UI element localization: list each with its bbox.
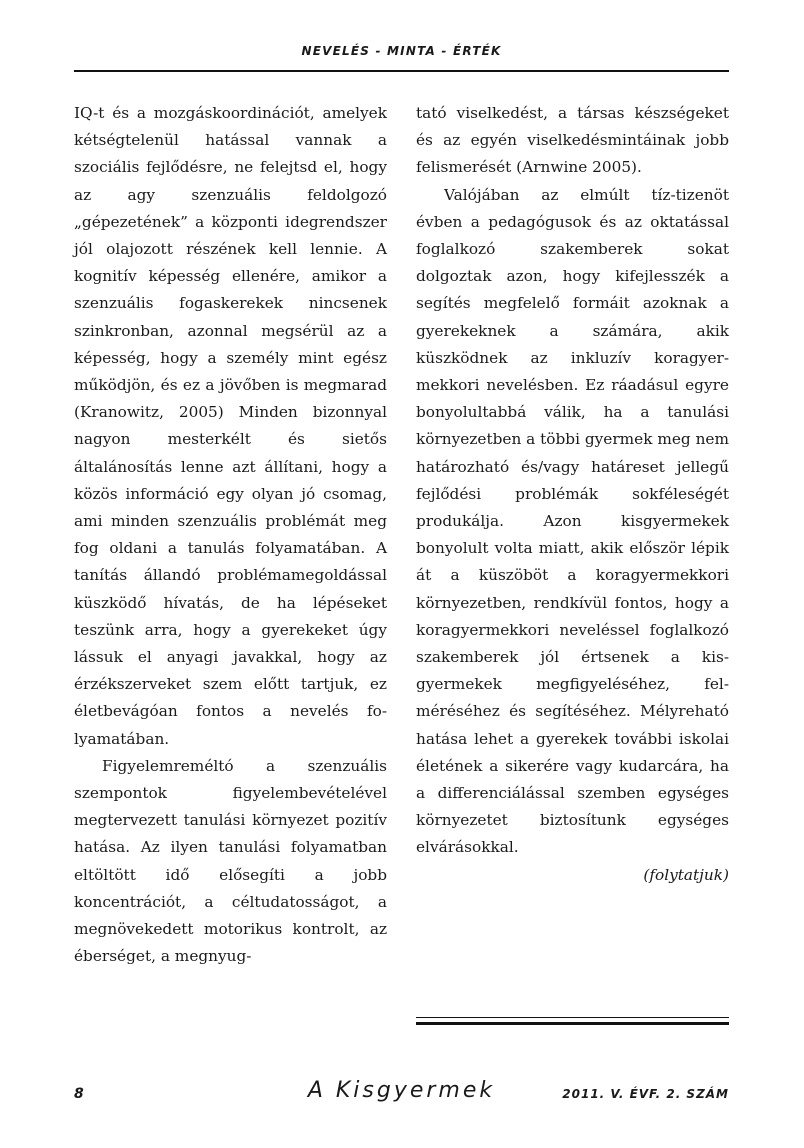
right-column (416, 100, 729, 889)
continued-note: (folytatjuk) (643, 865, 729, 884)
left-column (74, 100, 387, 971)
paragraph: tató viselkedést, a társas készségeket és az egyén viselkedésmintáinak jobb felismerését (Arnwine 2005). (416, 104, 729, 177)
journal-title: A Kisgyermek (307, 1078, 496, 1103)
end-rule-thick (416, 1022, 729, 1025)
page-footer (74, 1078, 729, 1114)
page-number: 8 (74, 1086, 84, 1102)
running-head: NEVELÉS - MINTA - ÉRTÉK (301, 44, 502, 58)
paragraph: Figyelemreméltó a szenzuális szempontok figyelembevételével megtervezett tanulási környezet pozitív hatása. Az ilyen tanulási folyamatban eltöltött idő elősegíti a jobb koncentrációt, a céltudatosságot, a megnövekedett motorikus kontrolt, az éberséget, a megnyug- (74, 756, 387, 966)
paragraph: Valójában az elmúlt tíz-tizenöt évben a pedagógusok és az oktatással foglalkozó szakemberek sokat dolgoztak azon, hogy kifejlesszék a segítés megfelelő formáit azoknak a gyerekeknek a számára, akik küszködnek az inkluzív koragyermekkori nevelésben. Ez ráadásul egyre bonyolultabbá válik, ha a tanulási környezetben a többi gyermek meg nem határozható és/vagy határeset jellegű fejlődési problémák sokféleségét produkálja. Azon kisgyermekek bonyolult volta miatt, akik először lépik át a küszöböt a koragyermekkori környezetben, rendkívül fontos, hogy a koragyermekkori neveléssel foglalkozó szakemberek jól értsenek a kisgyermekek megfigyeléséhez, felméréséhez és segítéséhez. Mélyreható hatása lehet a gyerekek további iskolai életének a sikerére vagy kudarcára, ha a differenciálással szemben egységes környezetet biztosítunk egységes elvárásokkal. (416, 185, 729, 857)
header-rule (74, 70, 729, 72)
paragraph: IQ-t és a mozgáskoordinációt, amelyek kétségtelenül hatással vannak a szociális fejlődésre, ne felejtsd el, hogy az agy szenzuális feldolgozó „gépezetének” a központi idegrendszer jól olajozott részének kell lennie. A kognitív képesség ellenére, amikor a szenzuális fogaskerekek nincsenek szinkronban, azonnal megsérül az a képesség, hogy a személy mint egész működjön, és ez a jövőben is megmarad (Kranowitz, 2005) Minden bizonnyal nagyon mesterkélt és sietős általánosítás lenne azt állítani, hogy a közös információ egy olyan jó csomag, ami minden szenzuális problémát meg fog oldani a tanulás folyamatában. A tanítás állandó problémamegoldással küszködő hívatás, de ha lépéseket teszünk arra, hogy a gyerekeket úgy lássuk el anyagi javakkal, hogy az érzékszerveket szem előtt tartjuk, ez életbevágóan fontos a nevelés folyamatában. (74, 104, 387, 748)
issue-info: 2011. V. ÉVF. 2. SZÁM (562, 1087, 729, 1101)
end-rule (416, 1017, 729, 1018)
